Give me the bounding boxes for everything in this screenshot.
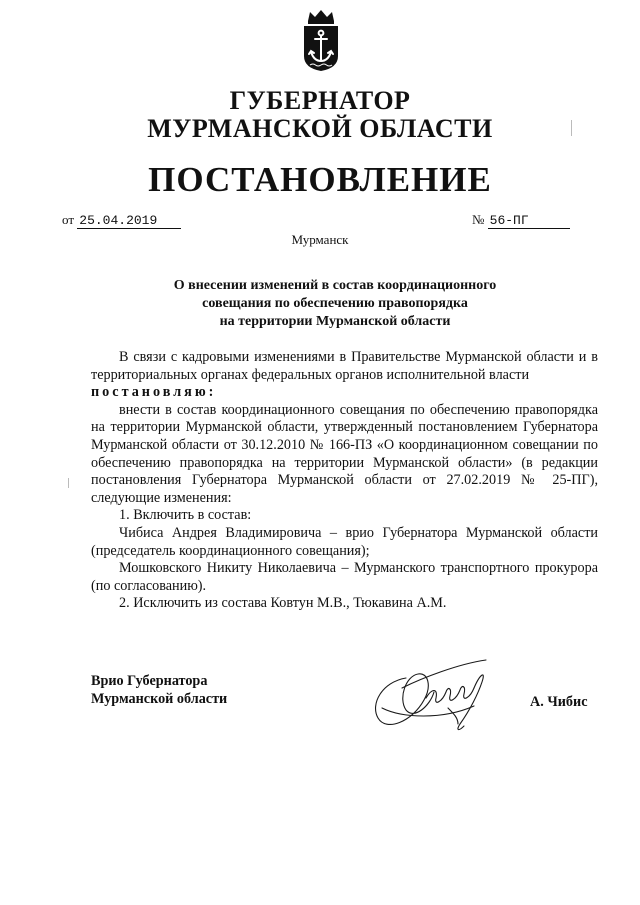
subject-line: О внесении изменений в состав координационного (173, 278, 497, 293)
item-2: 2. Исключить из состава Ковтун М.В., Тюкавина А.М. (119, 595, 447, 612)
city-name: Мурманск (291, 232, 349, 247)
scan-artifact (571, 120, 572, 136)
resolve-word: постановляю: (91, 384, 217, 401)
date-value: 25.04.2019 (77, 214, 181, 229)
item-1-a: Чибиса Андрея Владимировича – врио Губернатора Мурманской области (председатель координационного совещания); (91, 524, 598, 559)
number-label: № (472, 212, 485, 227)
issuer-title-line2: МУРМАНСКОЙ ОБЛАСТИ (147, 114, 493, 143)
document-type-heading: ПОСТАНОВЛЕНИЕ (148, 160, 492, 199)
issuer-title-line1: ГУБЕРНАТОР (229, 86, 411, 115)
number-value: 56-ПГ (488, 214, 570, 229)
date-label: от (62, 212, 75, 227)
subject-line: на территории Мурманской области (219, 314, 451, 329)
handwritten-signature-icon (362, 648, 514, 740)
document-date (62, 212, 181, 229)
scan-artifact (68, 478, 69, 488)
item-1-b: Мошковского Никиту Николаевича – Мурманского транспортного прокурора (по согласованию). (91, 560, 598, 594)
coat-of-arms-icon (300, 8, 342, 72)
subject-line: совещания по обеспечению правопорядка (202, 296, 468, 311)
intro-paragraph: В связи с кадровыми изменениями в Правительстве Мурманской области и в территориальных органах федеральных органов исполнительной власти (91, 349, 598, 383)
document-subject (140, 277, 530, 331)
position-line: Врио Губернатора (91, 673, 208, 689)
item-1: 1. Включить в состав: (119, 507, 252, 524)
signatory-position (91, 672, 227, 708)
signatory-name: А. Чибис (530, 694, 588, 710)
document-number (472, 212, 570, 229)
document-body (91, 349, 598, 613)
position-line: Мурманской области (91, 691, 228, 707)
main-paragraph: внести в состав координационного совещания по обеспечению правопорядка на территории Мурманской области, утвержденный постановлением Губернатора Мурманской области от 30.12.2010 № 166-ПЗ «О координационном совещании по обеспечению правопорядка на территории Мурманской области» (в редакции постановления Губернатора Мурманской области от 27.02.2019 № 25-ПГ), следующие изменения: (91, 401, 598, 506)
